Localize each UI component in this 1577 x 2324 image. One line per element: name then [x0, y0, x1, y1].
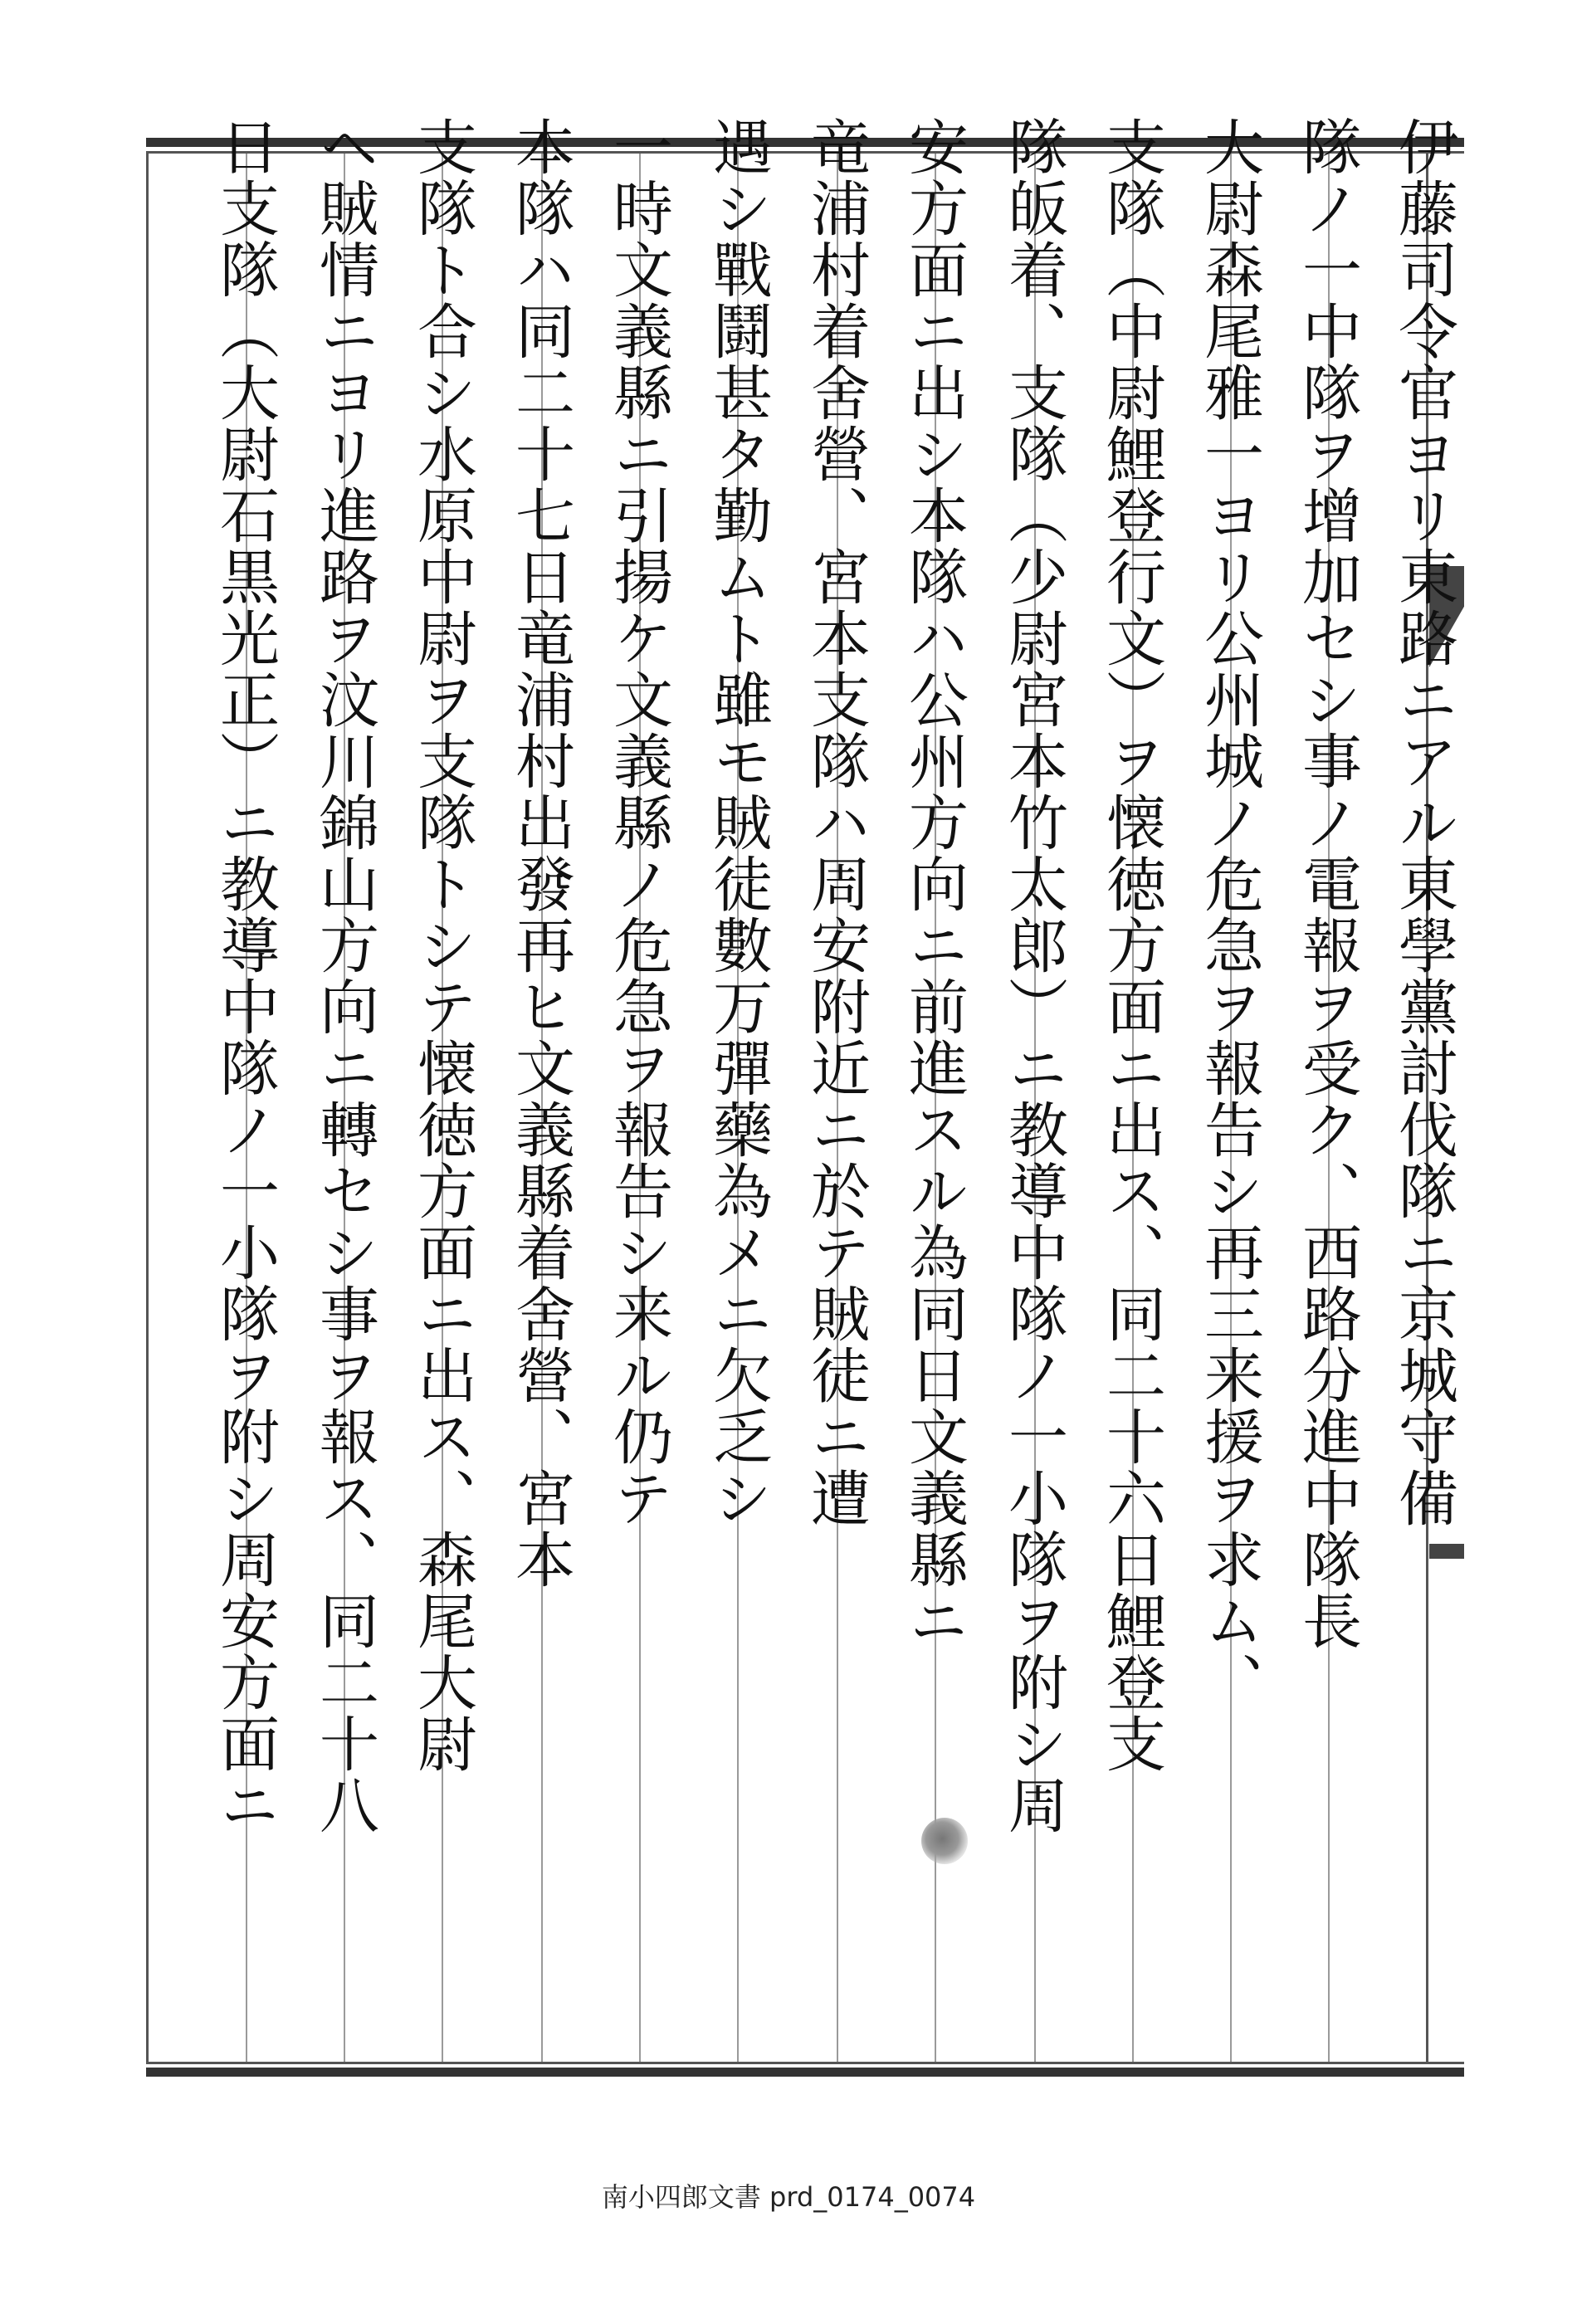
text-column-11: 支隊ト合シ水原中尉ヲ支隊トシテ懐徳方面ニ出ス、森尾大尉	[408, 116, 477, 1775]
text-column-10: 本隊ハ同二十七日竜浦村出發再ヒ文義縣着舍營、宮本	[505, 116, 575, 1590]
bottom-double-rule-thick	[146, 2068, 1464, 2077]
text-column-4: 支隊（中尉鯉登行文）ヲ懐徳方面ニ出ス、同二十六日鯉登支	[1096, 116, 1166, 1775]
text-column-7: 竜浦村着舍營、宮本支隊ハ周安附近ニ於テ賊徒ニ遭	[801, 116, 871, 1529]
text-column-5: 隊皈着、支隊（少尉宮本竹太郎）ニ教導中隊ノ一小隊ヲ附シ周	[998, 116, 1068, 1836]
column-rule	[146, 154, 149, 2062]
bottom-double-rule-thin	[146, 2062, 1464, 2064]
text-column-2: 隊ノ一中隊ヲ增加セシ事ノ電報ヲ受ク、西路分進中隊長	[1292, 116, 1362, 1652]
seal-stamp	[921, 1818, 968, 1864]
text-column-9: 一時文義縣ニ引揚ケ文義縣ノ危急ヲ報告シ来ル仍テ	[603, 116, 673, 1529]
text-column-8: 遇シ戰鬪甚タ勤ムト雖モ賊徒數万彈藥為メニ欠乏シ	[703, 116, 773, 1529]
text-column-13: 日支隊（大尉石黒光正）ニ教導中隊ノ一小隊ヲ附シ周安方面ニ	[210, 116, 280, 1836]
text-column-12: ヘ賊情ニヨリ進路ヲ汶川錦山方向ニ轉セシ事ヲ報ス、同二十八	[310, 116, 379, 1836]
text-column-1: 伊藤司令官ヨリ東路ニアル東學黨討伐隊ニ京城守備	[1389, 116, 1458, 1529]
archive-caption: 南小四郎文書 prd_0174_0074	[601, 2181, 976, 2213]
text-column-6: 安方面ニ出シ本隊ハ公州方向ニ前進スル為同日文義縣ニ	[899, 116, 969, 1652]
text-column-3: 大尉森尾雅一ヨリ公州城ノ危急ヲ報告シ再三来援ヲ求ム、	[1194, 116, 1264, 1713]
